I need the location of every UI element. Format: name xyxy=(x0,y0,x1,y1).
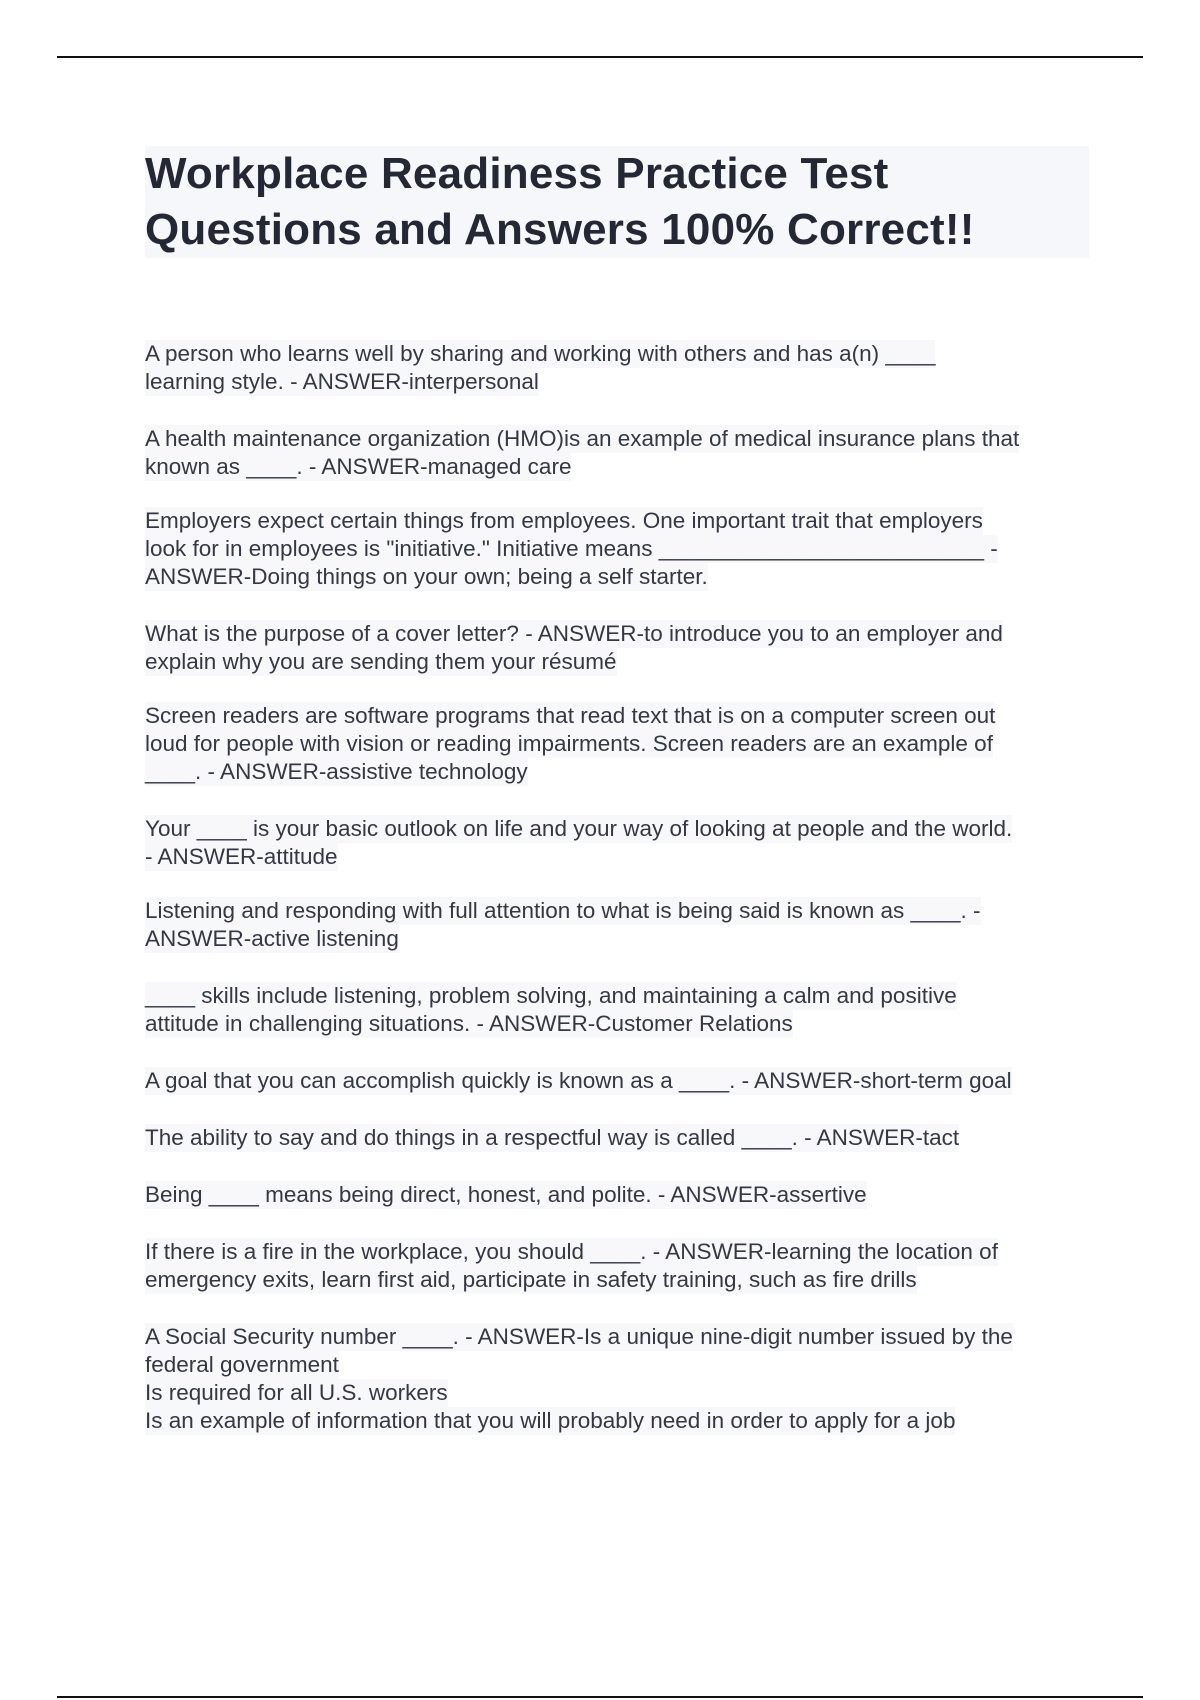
qa-text-line: ____. - ANSWER-assistive technology xyxy=(145,759,528,784)
qa-text-line: Is an example of information that you will probably need in order to apply for a job xyxy=(145,1408,956,1433)
qa-text-line: ANSWER-Doing things on your own; being a self starter. xyxy=(145,564,708,589)
qa-text-line: Listening and responding with full attention to what is being said is known as ____. - xyxy=(145,898,981,923)
qa-text-line: - ANSWER-attitude xyxy=(145,844,338,869)
qa-list xyxy=(145,340,1095,1435)
qa-text-line: emergency exits, learn first aid, participate in safety training, such as fire drills xyxy=(145,1267,917,1292)
qa-item xyxy=(145,425,1095,481)
qa-text-line: The ability to say and do things in a respectful way is called ____. - ANSWER-tact xyxy=(145,1125,960,1150)
qa-text-line: ANSWER-active listening xyxy=(145,926,399,951)
qa-item xyxy=(145,982,1095,1038)
qa-text-line: learning style. - ANSWER-interpersonal xyxy=(145,369,539,394)
qa-item xyxy=(145,897,1095,953)
qa-text-line: Screen readers are software programs that read text that is on a computer screen out xyxy=(145,703,996,728)
title-line-2: Questions and Answers 100% Correct!! xyxy=(145,205,975,254)
top-rule xyxy=(57,56,1143,58)
qa-text-line: What is the purpose of a cover letter? - ANSWER-to introduce you to an employer and xyxy=(145,621,1003,646)
qa-text-line: Employers expect certain things from employees. One important trait that employers xyxy=(145,508,983,533)
qa-text-line: A goal that you can accomplish quickly is known as a ____. - ANSWER-short-term goal xyxy=(145,1068,1012,1093)
title-line-1: Workplace Readiness Practice Test xyxy=(145,149,889,198)
qa-text-line: federal government xyxy=(145,1352,339,1377)
qa-text-line: look for in employees is "initiative." Initiative means __________________________ - xyxy=(145,536,998,561)
page-title xyxy=(145,146,1089,258)
bottom-rule xyxy=(57,1696,1143,1698)
qa-text-line: known as ____. - ANSWER-managed care xyxy=(145,454,572,479)
qa-text-line: ____ skills include listening, problem solving, and maintaining a calm and positive xyxy=(145,983,957,1008)
qa-item xyxy=(145,507,1095,591)
qa-item xyxy=(145,1238,1095,1294)
qa-text-line: attitude in challenging situations. - ANSWER-Customer Relations xyxy=(145,1011,793,1036)
qa-text-line: loud for people with vision or reading impairments. Screen readers are an example of xyxy=(145,731,993,756)
qa-text-line: A Social Security number ____. - ANSWER-Is a unique nine-digit number issued by the xyxy=(145,1324,1013,1349)
qa-text-line: explain why you are sending them your résumé xyxy=(145,649,617,674)
qa-item xyxy=(145,340,1095,396)
qa-text-line: Is required for all U.S. workers xyxy=(145,1380,448,1405)
qa-item xyxy=(145,702,1095,786)
qa-text-line: A health maintenance organization (HMO)is an example of medical insurance plans that xyxy=(145,426,1020,451)
qa-text-line: Being ____ means being direct, honest, and polite. - ANSWER-assertive xyxy=(145,1182,867,1207)
qa-text-line: Your ____ is your basic outlook on life and your way of looking at people and the world. xyxy=(145,816,1013,841)
qa-text-line: A person who learns well by sharing and working with others and has a(n) ____ xyxy=(145,341,936,366)
qa-text-line: If there is a fire in the workplace, you should ____. - ANSWER-learning the location of xyxy=(145,1239,998,1264)
qa-item xyxy=(145,1323,1095,1435)
qa-item xyxy=(145,1124,1095,1152)
qa-item xyxy=(145,1181,1095,1209)
qa-item xyxy=(145,815,1095,871)
qa-item xyxy=(145,620,1095,676)
qa-item xyxy=(145,1067,1095,1095)
